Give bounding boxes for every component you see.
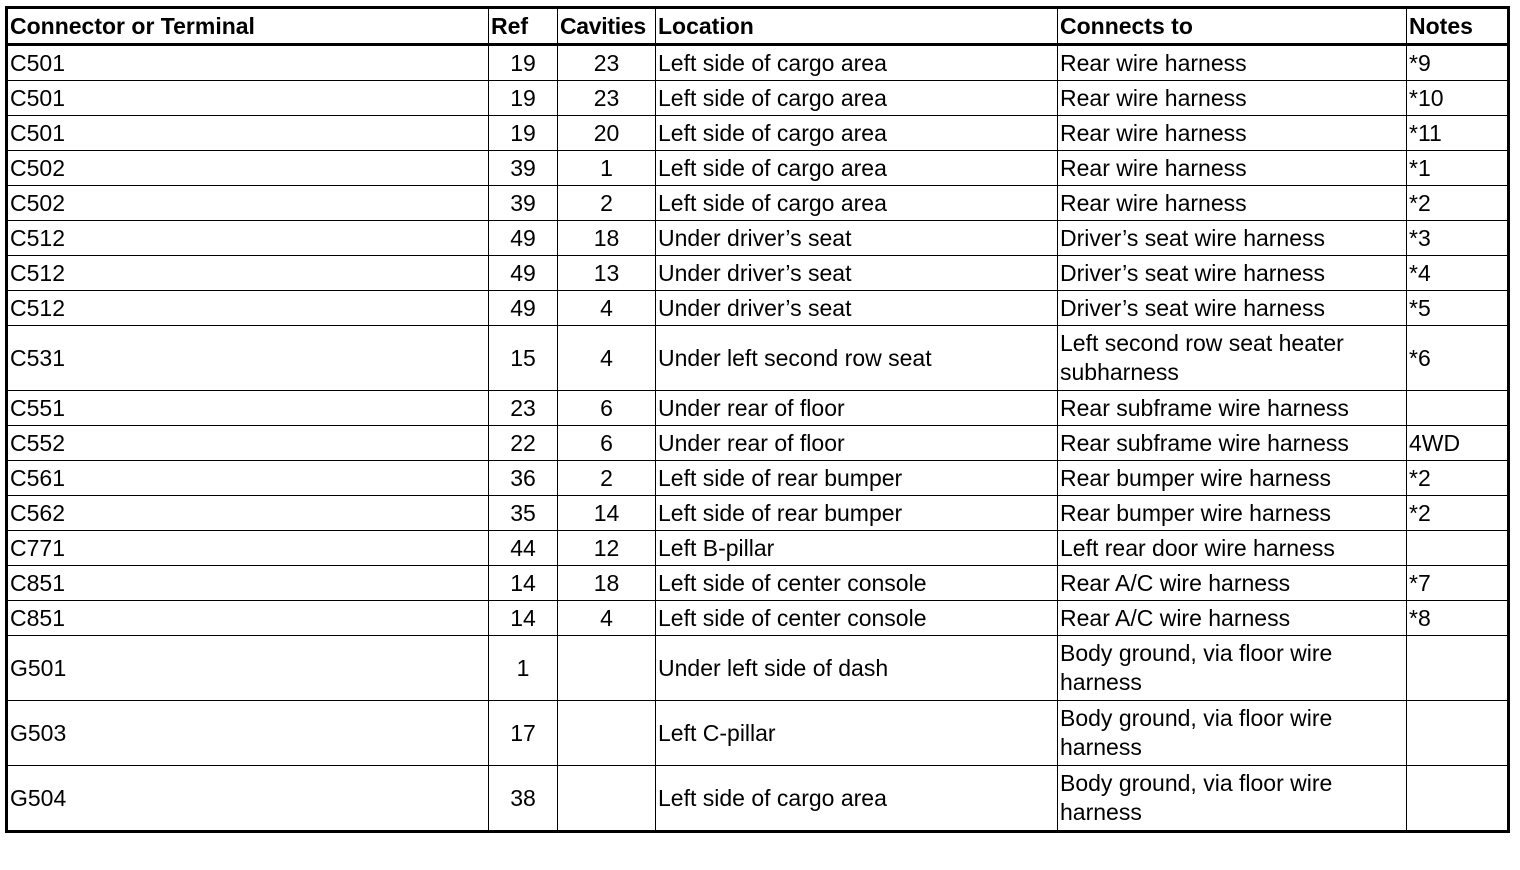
cell-connects-to: Body ground, via floor wire harness [1058,701,1407,766]
cell-ref: 49 [489,291,558,326]
cell-connector: C512 [7,291,489,326]
cell-notes [1407,391,1509,426]
cell-ref: 36 [489,461,558,496]
header-notes: Notes [1407,8,1509,45]
cell-notes: *2 [1407,461,1509,496]
cell-location: Under driver’s seat [656,256,1058,291]
cell-cavities: 18 [558,221,656,256]
cell-cavities [558,766,656,832]
cell-notes: *11 [1407,116,1509,151]
cell-connector: C512 [7,221,489,256]
table-row [7,45,1509,81]
cell-notes: *8 [1407,601,1509,636]
table-header [7,8,1509,45]
cell-connector: C501 [7,81,489,116]
cell-cavities: 4 [558,291,656,326]
cell-location: Left side of center console [656,601,1058,636]
cell-connector: C552 [7,426,489,461]
cell-location: Under rear of floor [656,391,1058,426]
cell-location: Left side of cargo area [656,766,1058,832]
cell-cavities: 2 [558,461,656,496]
cell-connector: C771 [7,531,489,566]
cell-connects-to: Rear wire harness [1058,186,1407,221]
cell-location: Left side of cargo area [656,186,1058,221]
table-row [7,566,1509,601]
cell-ref: 39 [489,151,558,186]
cell-cavities: 12 [558,531,656,566]
header-location: Location [656,8,1058,45]
table-row [7,766,1509,832]
cell-cavities: 14 [558,496,656,531]
cell-location: Under left side of dash [656,636,1058,701]
cell-cavities: 4 [558,601,656,636]
cell-ref: 15 [489,326,558,391]
cell-connector: C502 [7,186,489,221]
cell-connects-to: Driver’s seat wire harness [1058,256,1407,291]
cell-cavities: 2 [558,186,656,221]
cell-connects-to: Rear A/C wire harness [1058,566,1407,601]
cell-location: Left side of cargo area [656,151,1058,186]
cell-notes [1407,766,1509,832]
table-row [7,391,1509,426]
cell-connects-to: Left rear door wire harness [1058,531,1407,566]
cell-connects-to: Rear subframe wire harness [1058,426,1407,461]
cell-location: Left side of rear bumper [656,461,1058,496]
cell-location: Under left second row seat [656,326,1058,391]
table-row [7,256,1509,291]
cell-notes: *6 [1407,326,1509,391]
cell-cavities: 6 [558,426,656,461]
cell-cavities: 23 [558,45,656,81]
cell-location: Left side of cargo area [656,81,1058,116]
cell-ref: 23 [489,391,558,426]
table-row [7,496,1509,531]
table-row [7,461,1509,496]
cell-connector: C531 [7,326,489,391]
cell-connector: C561 [7,461,489,496]
table-row [7,701,1509,766]
cell-location: Under driver’s seat [656,291,1058,326]
cell-ref: 1 [489,636,558,701]
table-row [7,531,1509,566]
cell-notes [1407,636,1509,701]
cell-connects-to: Rear wire harness [1058,151,1407,186]
cell-notes [1407,531,1509,566]
table-row [7,636,1509,701]
cell-cavities [558,701,656,766]
cell-connects-to: Rear wire harness [1058,81,1407,116]
cell-connects-to: Body ground, via floor wire harness [1058,636,1407,701]
cell-ref: 39 [489,186,558,221]
cell-location: Left B-pillar [656,531,1058,566]
cell-cavities: 18 [558,566,656,601]
cell-connector: C501 [7,116,489,151]
cell-notes [1407,701,1509,766]
cell-cavities: 20 [558,116,656,151]
cell-notes: *5 [1407,291,1509,326]
cell-connector: G504 [7,766,489,832]
table-row [7,151,1509,186]
cell-connects-to: Driver’s seat wire harness [1058,221,1407,256]
cell-connects-to: Body ground, via floor wire harness [1058,766,1407,832]
cell-location: Under driver’s seat [656,221,1058,256]
cell-connects-to: Rear bumper wire harness [1058,461,1407,496]
table-row [7,326,1509,391]
cell-cavities: 23 [558,81,656,116]
cell-ref: 38 [489,766,558,832]
cell-connector: C502 [7,151,489,186]
cell-notes: *4 [1407,256,1509,291]
cell-ref: 14 [489,601,558,636]
cell-connector: C551 [7,391,489,426]
cell-connector: C851 [7,566,489,601]
cell-connects-to: Rear bumper wire harness [1058,496,1407,531]
connector-table [5,6,1510,833]
cell-notes: *1 [1407,151,1509,186]
header-row [7,8,1509,45]
cell-connector: G501 [7,636,489,701]
cell-notes: *2 [1407,496,1509,531]
cell-connector: C851 [7,601,489,636]
cell-connects-to: Driver’s seat wire harness [1058,291,1407,326]
cell-connects-to: Rear subframe wire harness [1058,391,1407,426]
table-row [7,221,1509,256]
cell-ref: 17 [489,701,558,766]
cell-notes: *7 [1407,566,1509,601]
cell-location: Left side of rear bumper [656,496,1058,531]
cell-cavities: 4 [558,326,656,391]
cell-connector: C512 [7,256,489,291]
cell-ref: 22 [489,426,558,461]
cell-location: Left side of cargo area [656,116,1058,151]
header-ref: Ref [489,8,558,45]
cell-cavities: 13 [558,256,656,291]
cell-ref: 44 [489,531,558,566]
cell-ref: 49 [489,256,558,291]
table-row [7,116,1509,151]
header-cavities: Cavities [558,8,656,45]
table-row [7,81,1509,116]
cell-ref: 49 [489,221,558,256]
cell-ref: 19 [489,116,558,151]
cell-location: Left C-pillar [656,701,1058,766]
cell-connector: C501 [7,45,489,81]
cell-cavities [558,636,656,701]
cell-location: Under rear of floor [656,426,1058,461]
cell-ref: 19 [489,45,558,81]
cell-connector: G503 [7,701,489,766]
table-row [7,426,1509,461]
cell-notes: *9 [1407,45,1509,81]
table-body [7,45,1509,832]
table-row [7,601,1509,636]
cell-notes: 4WD [1407,426,1509,461]
cell-notes: *2 [1407,186,1509,221]
header-connects-to: Connects to [1058,8,1407,45]
cell-cavities: 6 [558,391,656,426]
cell-cavities: 1 [558,151,656,186]
cell-notes: *3 [1407,221,1509,256]
cell-notes: *10 [1407,81,1509,116]
header-connector: Connector or Terminal [7,8,489,45]
cell-connects-to: Rear wire harness [1058,45,1407,81]
cell-ref: 35 [489,496,558,531]
table-row [7,186,1509,221]
cell-connector: C562 [7,496,489,531]
cell-connects-to: Rear wire harness [1058,116,1407,151]
cell-ref: 19 [489,81,558,116]
cell-connects-to: Left second row seat heater subharness [1058,326,1407,391]
cell-ref: 14 [489,566,558,601]
cell-location: Left side of center console [656,566,1058,601]
cell-connects-to: Rear A/C wire harness [1058,601,1407,636]
cell-location: Left side of cargo area [656,45,1058,81]
table-row [7,291,1509,326]
